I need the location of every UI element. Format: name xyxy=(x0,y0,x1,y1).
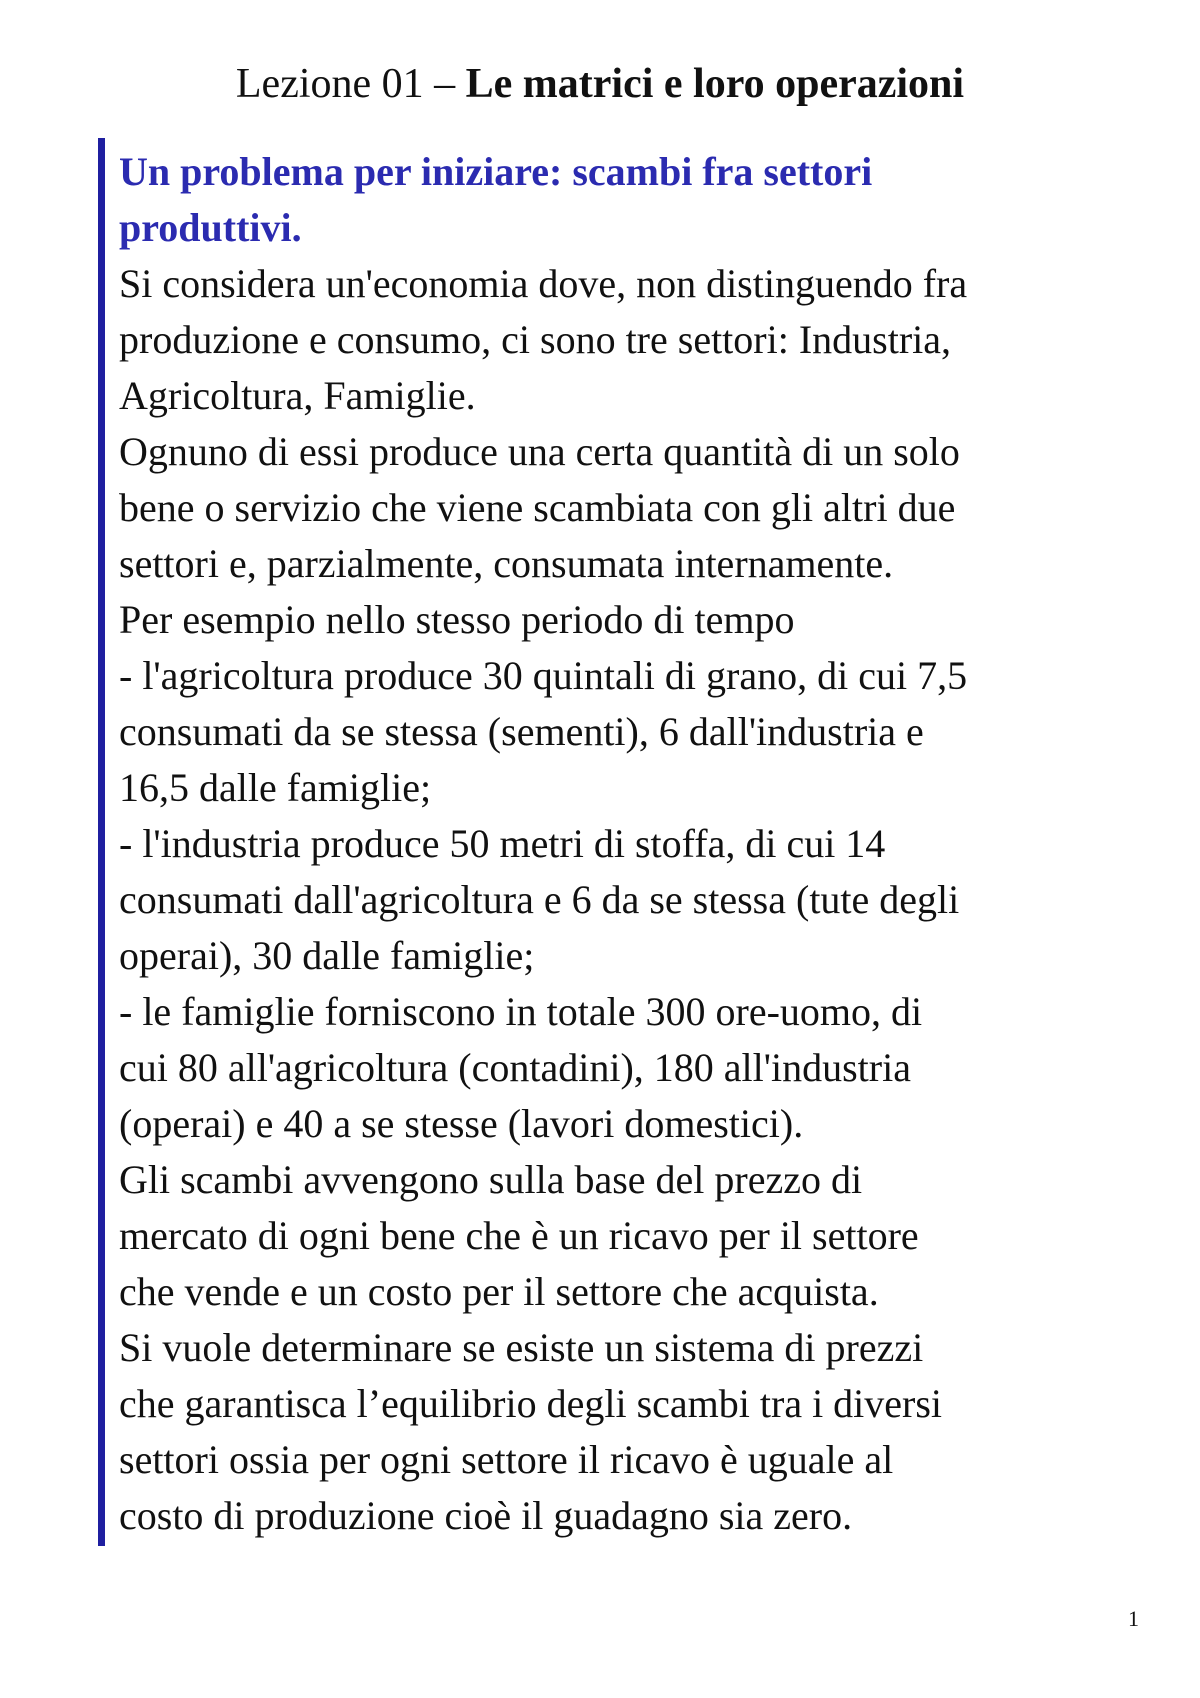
section-heading xyxy=(119,144,1165,256)
body-line: 16,5 dalle famiglie; xyxy=(119,765,432,810)
body-line: Per esempio nello stesso periodo di tempo xyxy=(119,597,795,642)
body-line: che vende e un costo per il settore che acquista. xyxy=(119,1269,879,1314)
page-number: 1 xyxy=(1128,1606,1139,1631)
body-line: settori e, parzialmente, consumata internamente. xyxy=(119,541,894,586)
body-line: Si considera un'economia dove, non distinguendo fra xyxy=(119,261,968,306)
page-title xyxy=(0,56,1200,112)
body-line: - le famiglie forniscono in totale 300 ore-uomo, di xyxy=(119,989,923,1034)
body-line: (operai) e 40 a se stesse (lavori domestici). xyxy=(119,1101,804,1146)
body-line: mercato di ogni bene che è un ricavo per il settore xyxy=(119,1213,919,1258)
body-text xyxy=(119,256,1165,1544)
body-line: consumati dall'agricoltura e 6 da se stessa (tute degli xyxy=(119,877,960,922)
body-line: che garantisca l’equilibrio degli scambi tra i diversi xyxy=(119,1381,943,1426)
body-line: produzione e consumo, ci sono tre settori: Industria, xyxy=(119,317,952,362)
title-bold: Le matrici e loro operazioni xyxy=(465,61,965,107)
section-heading-line: produttivi. xyxy=(119,205,302,250)
body-line: - l'industria produce 50 metri di stoffa, di cui 14 xyxy=(119,821,886,866)
body-line: - l'agricoltura produce 30 quintali di grano, di cui 7,5 xyxy=(119,653,968,698)
title-prefix: Lezione 01 – xyxy=(235,61,466,107)
body-line: consumati da se stessa (sementi), 6 dall'industria e xyxy=(119,709,924,754)
body-line: operai), 30 dalle famiglie; xyxy=(119,933,535,978)
body-line: bene o servizio che viene scambiata con gli altri due xyxy=(119,485,956,530)
body-line: Ognuno di essi produce una certa quantità di un solo xyxy=(119,429,960,474)
body-line: Agricoltura, Famiglie. xyxy=(119,373,476,418)
body-line: cui 80 all'agricoltura (contadini), 180 all'industria xyxy=(119,1045,911,1090)
content-block xyxy=(98,138,1165,1546)
body-line: costo di produzione cioè il guadagno sia zero. xyxy=(119,1493,853,1538)
section-heading-line: Un problema per iniziare: scambi fra settori xyxy=(119,149,873,194)
content-inner xyxy=(105,138,1165,1544)
body-line: Gli scambi avvengono sulla base del prezzo di xyxy=(119,1157,863,1202)
body-line: Si vuole determinare se esiste un sistema di prezzi xyxy=(119,1325,924,1370)
body-line: settori ossia per ogni settore il ricavo è uguale al xyxy=(119,1437,894,1482)
